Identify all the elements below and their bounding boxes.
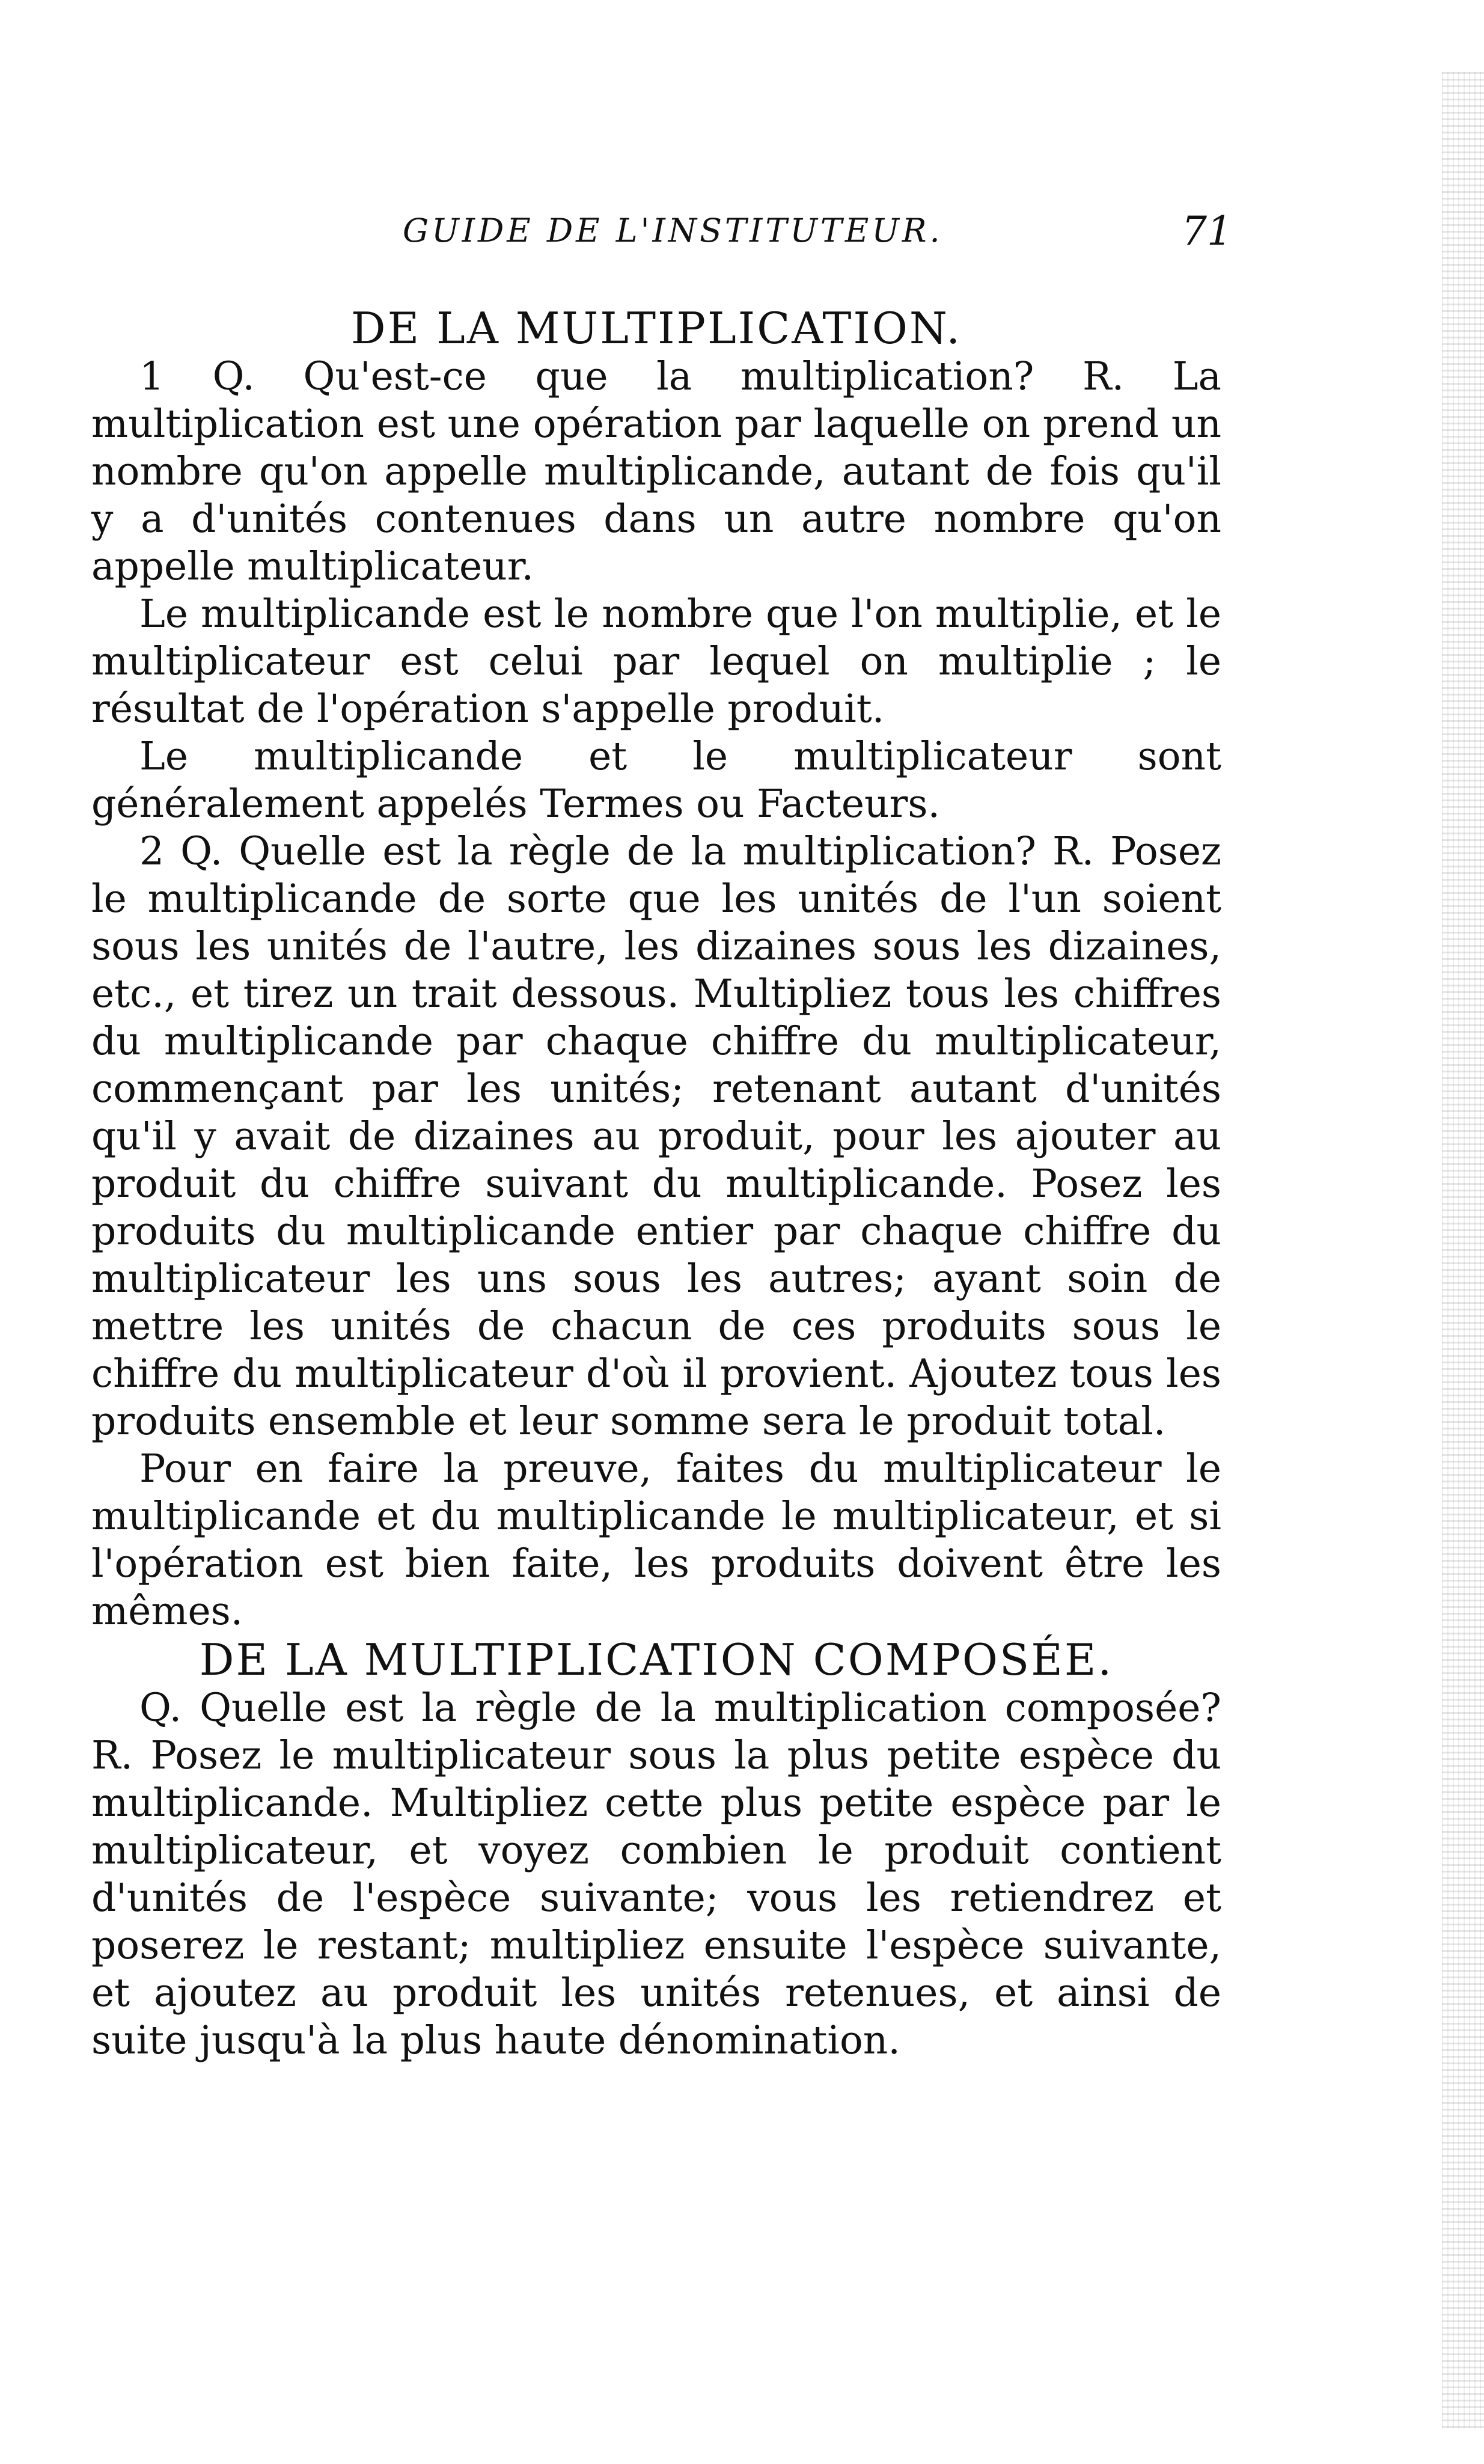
running-title: GUIDE DE L'INSTITUTEUR. (403, 212, 943, 249)
running-head (90, 208, 1232, 260)
page-number: 71 (1182, 208, 1232, 254)
paragraph-termes: Le multiplicande et le multiplicateur sont généralement appelés Termes ou Facteurs. (91, 734, 1221, 827)
paragraph-regle-composee: Q. Quelle est la règle de la multiplication composée? R. Posez le multiplicateur sous la plus petite espèce du multiplicande. Multipliez cette plus petite espèce par le multiplicateur, et voyez combien le produit contient d'unités de l'espèce suivante; vous les retiendrez et poserez le restant; multipliez ensuite l'espèce suivante, et ajoutez au produit les unités retenues, et ainsi de suite jusqu'à la plus haute dénomination. (91, 1686, 1221, 2063)
body-text (91, 304, 1221, 2064)
section-title-multiplication-composee: DE LA MULTIPLICATION COMPOSÉE. (199, 1634, 1114, 1685)
paragraph-definition: 1 Q. Qu'est-ce que la multiplication? R. La multiplication est une opération par laquelle on prend un nombre qu'on appelle multiplicande, autant de fois qu'il y a d'unités contenues dans un autre nombre qu'on appelle multiplicateur. (91, 354, 1221, 589)
section-title-multiplication: DE LA MULTIPLICATION. (350, 303, 962, 353)
paragraph-regle: 2 Q. Quelle est la règle de la multiplication? R. Posez le multiplicande de sorte que les unités de l'un soient sous les unités de l'autre, les dizaines sous les dizaines, etc., et tirez un trait dessous. Multipliez tous les chiffres du multiplicande par chaque chiffre du multiplicateur, commençant par les unités; retenant autant d'unités qu'il y avait de dizaines au produit, pour les ajouter au produit du chiffre suivant du multiplicande. Posez les produits du multiplicande entier par chaque chiffre du multiplicateur les uns sous les autres; ayant soin de mettre les unités de chacun de ces produits sous le chiffre du multiplicateur d'où il provient. Ajoutez tous les produits ensemble et leur somme sera le produit total. (91, 829, 1221, 1444)
binding-edge (1442, 72, 1484, 2429)
paragraph-preuve: Pour en faire la preuve, faites du multiplicateur le multiplicande et du multiplicande le multiplicateur, et si l'opération est bien faite, les produits doivent être les mêmes. (91, 1446, 1221, 1634)
paragraph-multiplicande: Le multiplicande est le nombre que l'on multiplie, et le multiplicateur est celui par lequel on multiplie ; le résultat de l'opération s'appelle produit. (91, 592, 1221, 732)
